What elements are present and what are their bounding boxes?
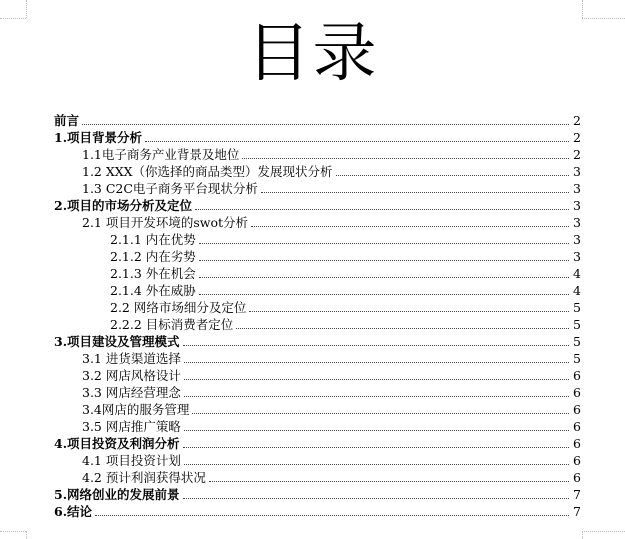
dot-leader (184, 430, 569, 431)
dot-leader (145, 141, 569, 142)
dot-leader (183, 498, 569, 499)
toc-page-number: 6 (573, 402, 581, 417)
dot-leader (184, 362, 569, 363)
margin-guide-right-bottom (582, 531, 583, 539)
table-of-contents (0, 112, 625, 520)
toc-entry-label: 2.项目的市场分析及定位 (54, 198, 193, 213)
toc-entry[interactable] (0, 231, 625, 248)
toc-entry[interactable] (0, 214, 625, 231)
toc-entry-label: 3.5 网店推广策略 (82, 419, 181, 434)
toc-entry-label: 2.1 项目开发环境的swot分析 (82, 215, 249, 230)
toc-entry[interactable] (0, 384, 625, 401)
dot-leader (82, 124, 569, 125)
margin-guide-right (582, 0, 583, 18)
toc-page-number: 3 (573, 198, 581, 213)
toc-entry-label: 1.项目背景分析 (54, 130, 143, 145)
dot-leader (184, 464, 569, 465)
toc-page-number: 5 (573, 351, 581, 366)
toc-entry[interactable] (0, 146, 625, 163)
toc-page-number: 2 (573, 147, 581, 162)
toc-entry[interactable] (0, 503, 625, 520)
toc-title: 目录 (246, 17, 379, 91)
toc-entry-label: 1.3 C2C电子商务平台现状分析 (82, 181, 258, 196)
toc-entry[interactable] (0, 367, 625, 384)
toc-entry-label: 3.1 进货渠道选择 (82, 351, 181, 366)
toc-entry[interactable] (0, 316, 625, 333)
toc-page-number: 6 (573, 436, 581, 451)
dot-leader (336, 175, 569, 176)
toc-page-number: 7 (573, 487, 581, 502)
dot-leader (242, 158, 569, 159)
toc-entry[interactable] (0, 350, 625, 367)
dot-leader (183, 447, 569, 448)
toc-entry-label: 2.1.2 内在劣势 (110, 249, 196, 264)
toc-page-number: 4 (573, 283, 581, 298)
dot-leader (183, 345, 569, 346)
margin-guide-left-bottom (26, 531, 27, 539)
toc-entry-label: 3.3 网店经营理念 (82, 385, 181, 400)
toc-entry[interactable] (0, 486, 625, 503)
dot-leader (184, 379, 569, 380)
toc-entry[interactable] (0, 265, 625, 282)
margin-guide-left (26, 0, 27, 18)
toc-page-number: 6 (573, 470, 581, 485)
toc-entry-label: 4.2 预计利润获得状况 (82, 470, 206, 485)
toc-entry[interactable] (0, 129, 625, 146)
toc-entry-label: 2.1.4 外在威胁 (110, 283, 196, 298)
toc-entry[interactable] (0, 333, 625, 350)
toc-entry[interactable] (0, 435, 625, 452)
dot-leader (199, 243, 569, 244)
toc-entry-label: 1.2 XXX（你选择的商品类型）发展现状分析 (82, 164, 333, 179)
toc-page-number: 6 (573, 453, 581, 468)
toc-entry-label: 2.2 网络市场细分及定位 (110, 300, 247, 315)
dot-leader (199, 260, 569, 261)
toc-entry[interactable] (0, 112, 625, 129)
toc-entry[interactable] (0, 282, 625, 299)
toc-entry-label: 2.2.2 目标消费者定位 (110, 317, 234, 332)
toc-entry[interactable] (0, 452, 625, 469)
toc-entry[interactable] (0, 180, 625, 197)
toc-entry-label: 3.2 网店风格设计 (82, 368, 181, 383)
toc-entry[interactable] (0, 401, 625, 418)
toc-page-number: 6 (573, 385, 581, 400)
margin-guide-bottom (0, 531, 26, 532)
toc-entry-label: 6.结论 (54, 504, 93, 519)
margin-guide-bottom-right (582, 531, 625, 532)
toc-page-number: 3 (573, 249, 581, 264)
toc-entry-label: 5.网络创业的发展前景 (54, 487, 180, 502)
toc-page-number: 6 (573, 419, 581, 434)
toc-page-number: 2 (573, 113, 581, 128)
toc-entry-label: 2.1.1 内在优势 (110, 232, 196, 247)
toc-page-number: 7 (573, 504, 581, 519)
dot-leader (251, 226, 569, 227)
toc-page-number: 4 (573, 266, 581, 281)
dot-leader (249, 311, 569, 312)
toc-entry-label: 2.1.3 外在机会 (110, 266, 196, 281)
toc-entry[interactable] (0, 299, 625, 316)
toc-entry[interactable] (0, 248, 625, 265)
toc-page-number: 5 (573, 300, 581, 315)
toc-entry[interactable] (0, 163, 625, 180)
toc-entry[interactable] (0, 418, 625, 435)
dot-leader (261, 192, 569, 193)
toc-entry-label: 前言 (54, 113, 80, 128)
toc-page-number: 6 (573, 368, 581, 383)
toc-entry[interactable] (0, 469, 625, 486)
toc-entry-label: 1.1电子商务产业背景及地位 (82, 147, 240, 162)
toc-page-number: 2 (573, 130, 581, 145)
dot-leader (95, 515, 569, 516)
toc-page-number: 3 (573, 232, 581, 247)
dot-leader (209, 481, 569, 482)
dot-leader (199, 294, 569, 295)
toc-page-number: 5 (573, 317, 581, 332)
dot-leader (192, 413, 569, 414)
toc-entry-label: 3.4网店的服务管理 (82, 402, 190, 417)
toc-entry-label: 4.1 项目投资计划 (82, 453, 181, 468)
toc-page-number: 3 (573, 164, 581, 179)
dot-leader (184, 396, 569, 397)
toc-page-number: 3 (573, 215, 581, 230)
toc-entry-label: 3.项目建设及管理模式 (54, 334, 180, 349)
dot-leader (199, 277, 569, 278)
dot-leader (195, 209, 569, 210)
toc-page-number: 3 (573, 181, 581, 196)
toc-entry-label: 4.项目投资及利润分析 (54, 436, 180, 451)
toc-entry[interactable] (0, 197, 625, 214)
dot-leader (236, 328, 569, 329)
toc-page-number: 5 (573, 334, 581, 349)
